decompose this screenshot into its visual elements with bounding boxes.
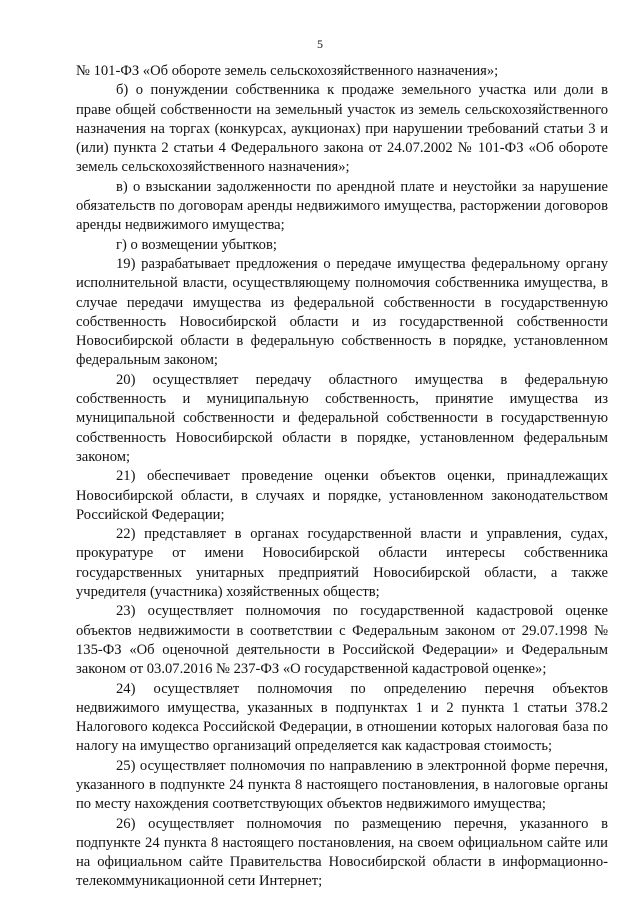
- paragraph: 22) представляет в органах государственной власти и управления, судах, прокуратуре от имени Новосибирской области интересы собственника государственных унитарных предприятий Новосибирской области, а также учредителя (участника) хозяйственных обществ;: [76, 526, 608, 601]
- paragraph: 19) разрабатывает предложения о передаче имущества федеральному органу исполнительной власти, осуществляющему полномочия собственника имущества, в случае передачи имущества из федеральной собственности в государственную собственность Новосибирской области и из государственной собственности Новосибирской области в федеральную собственность в порядке, установленном федеральным законом;: [76, 255, 608, 369]
- paragraph: № 101-ФЗ «Об обороте земель сельскохозяйственного назначения»;: [76, 63, 499, 79]
- paragraph: 25) осуществляет полномочия по направлению в электронной форме перечня, указанного в подпункте 24 пункта 8 настоящего постановления, в налоговые органы по месту нахождения соответствующих объектов недвижимого имущества;: [76, 757, 608, 813]
- document-body: [76, 62, 608, 892]
- page-number: 5: [317, 37, 323, 51]
- paragraph: 23) осуществляет полномочия по государственной кадастровой оценке объектов недвижимости в соответствии с Федеральным законом от 29.07.1998 № 135-ФЗ «Об оценочной деятельности в Российской Федерации» и Федеральным законом от 03.07.2016 № 237-ФЗ «О государственной кадастровой оценке»;: [76, 603, 608, 678]
- paragraph: 21) обеспечивает проведение оценки объектов оценки, принадлежащих Новосибирской области, в случаях и порядке, установленном законодательством Российской Федерации;: [76, 468, 608, 523]
- paragraph: 26) осуществляет полномочия по размещению перечня, указанного в подпункте 24 пункта 8 настоящего постановления, на своем официальном сайте или на официальном сайте Правительства Новосибирской области в информационно-телекоммуникационной сети Интернет;: [76, 815, 608, 890]
- paragraph: 24) осуществляет полномочия по определению перечня объектов недвижимого имущества, указанных в подпунктах 1 и 2 пункта 1 статьи 378.2 Налогового кодекса Российской Федерации, в отношении которых налоговая база по налогу на имущество организаций определяется как кадастровая стоимость;: [76, 680, 608, 755]
- paragraph: 20) осуществляет передачу областного имущества в федеральную собственность и муниципальную собственность, принятие имущества из муниципальной собственности и федеральной собственности в государственную собственность Новосибирской области в порядке, установленном федеральным законом;: [76, 371, 608, 465]
- paragraph: в) о взыскании задолженности по арендной плате и неустойки за нарушение обязательств по договорам аренды недвижимого имущества, расторжении договоров аренды недвижимого имущества;: [76, 178, 608, 234]
- paragraph: г) о возмещении убытков;: [116, 236, 277, 253]
- paragraph: б) о понуждении собственника к продаже земельного участка или доли в праве общей собственности на земельный участок из земель сельскохозяйственного назначения на торгах (конкурсах, аукционах) при нарушении требований статьи 3 и (или) пункта 2 статьи 4 Федерального закона от 24.07.2002 № 101-ФЗ «Об обороте земель сельскохозяйственного назначения»;: [76, 82, 608, 176]
